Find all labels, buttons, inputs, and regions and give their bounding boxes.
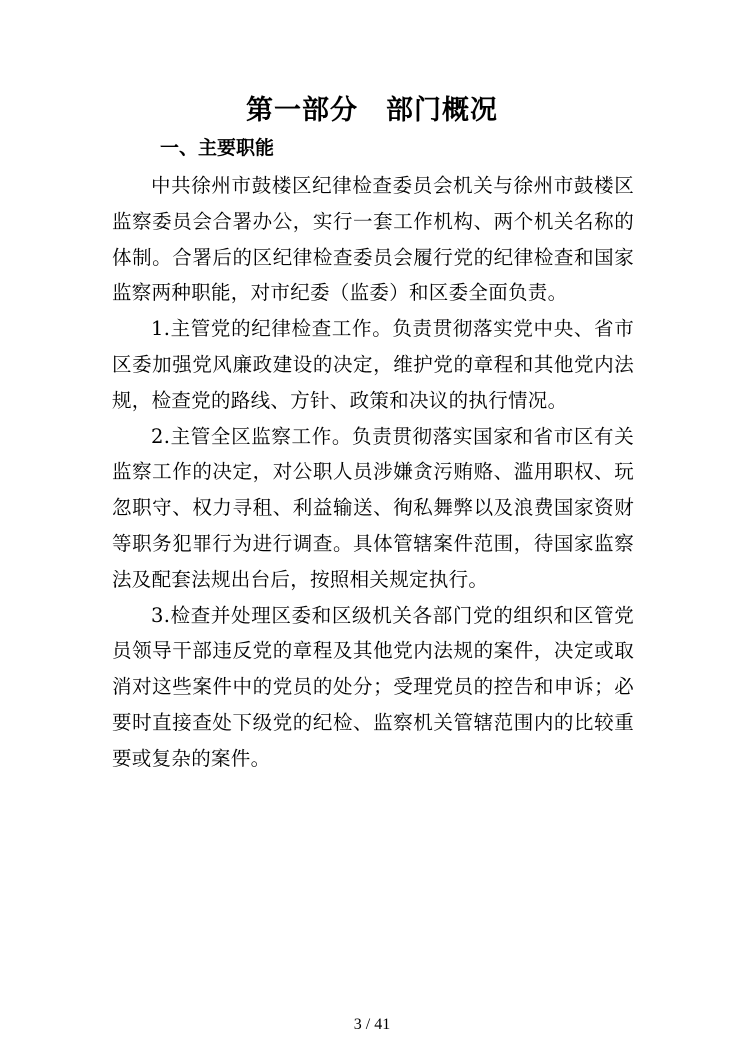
section-heading: 一、主要职能 <box>160 137 275 159</box>
document-body <box>112 168 634 777</box>
duty-paragraph-3: 3.检查并处理区委和区级机关各部门党的组织和区管党员领导干部违反党的章程及其他党内法规的案件，决定或取消对这些案件中的党员的处分；受理党员的控告和申诉；必要时直接查处下级党的纪检、监察机关管辖范围内的比较重要或复杂的案件。 <box>112 603 634 770</box>
intro-paragraph: 中共徐州市鼓楼区纪律检查委员会机关与徐州市鼓楼区监察委员会合署办公，实行一套工作机构、两个机关名称的体制。合署后的区纪律检查委员会履行党的纪律检查和国家监察两种职能，对市纪委（监委）和区委全面负责。 <box>112 174 634 305</box>
page-title: 第一部分 部门概况 <box>246 95 498 126</box>
duty-paragraph-2: 2.主管全区监察工作。负责贯彻落实国家和省市区有关监察工作的决定，对公职人员涉嫌贪污贿赂、滥用职权、玩忽职守、权力寻租、利益输送、徇私舞弊以及浪费国家资财等职务犯罪行为进行调查。具体管辖案件范围，待国家监察法及配套法规出台后，按照相关规定执行。 <box>112 424 634 591</box>
page-number: 3 / 41 <box>353 1016 391 1033</box>
duty-paragraph-1: 1.主管党的纪律检查工作。负责贯彻落实党中央、省市区委加强党风廉政建设的决定，维护党的章程和其他党内法规，检查党的路线、方针、政策和决议的执行情况。 <box>112 317 634 412</box>
